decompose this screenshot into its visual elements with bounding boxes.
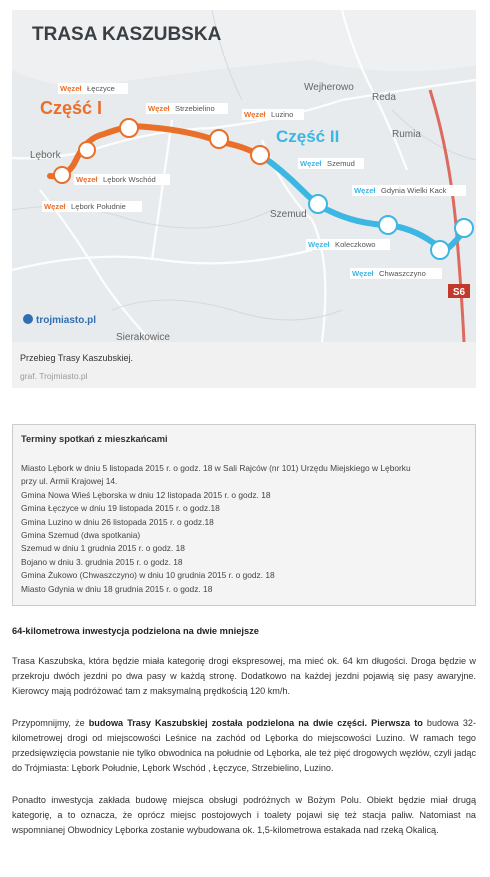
place-sierakowice: Sierakowice — [116, 332, 170, 342]
article-paragraph: Trasa Kaszubska, która będzie miała kategorię drogi ekspresowej, ma mieć ok. 64 km długości. Droga będzie w przekroju dwóch jezdni po dwa pasy w każdą stronę. Dodatkowo na każdej jezdni pojawią się pasy awaryjne. Kierowcy mają podróżować tam z maksymalną prędkością 120 km/h. — [12, 656, 476, 696]
node-lebork-wschod[interactable] — [79, 142, 95, 158]
map-title: TRASA KASZUBSKA — [32, 24, 222, 45]
paragraph-text: budowa 32-kilometrowej drogi od miejscowości Leśnice na zachód od Lęborka do miejscowości Luzino. W ramach tego przedsięwzięcia powstanie nie tylko obwodnica na południe od Lęborka, ale też pięć drogowych węzłów, czyli jadąc do Trójmiasta: Lębork Południe, Lębork Wschód , Łęczyce, Strzebielino, Luzino. — [12, 718, 476, 773]
node-label-prefix-2: Węzeł — [300, 159, 322, 168]
figure-caption: Przebieg Trasy Kaszubskiej. — [20, 353, 134, 363]
node-label-prefix: Węzeł — [60, 84, 82, 93]
node-label-lebork-poludnie: Lębork Południe — [71, 202, 126, 211]
meetings-title: Terminy spotkań z mieszkańcami — [21, 434, 168, 444]
node-label-prefix: Węzeł — [76, 175, 98, 184]
meeting-item: Miasto Gdynia w dniu 18 grudnia 2015 r. o godz. 18 — [21, 583, 213, 594]
figure-credit: graf. Trojmiasto.pl — [20, 371, 88, 381]
node-label-prefix-2: Węzeł — [354, 186, 376, 195]
meeting-item: Gmina Luzino w dniu 26 listopada 2015 r. o godz.18 — [21, 516, 214, 527]
article-heading: 64-kilometrowa inwestycja podzielona na dwie mniejsze — [12, 626, 259, 636]
place-wejherowo: Wejherowo — [304, 82, 354, 93]
node-label-prefix: Węzeł — [148, 104, 170, 113]
node-label-luzino: Luzino — [271, 110, 294, 119]
node-label-prefix-2: Węzeł — [308, 240, 330, 249]
node-koleczkowo[interactable] — [379, 216, 397, 234]
node-strzebielino[interactable] — [210, 130, 228, 148]
node-label-leczyce: Łęczyce — [87, 84, 115, 93]
node-label-prefix: Węzeł — [44, 202, 66, 211]
node-gdynia[interactable] — [455, 219, 473, 237]
node-label-strzebielino: Strzebielino — [175, 104, 215, 113]
article-paragraph — [12, 716, 476, 776]
node-lebork-poludnie[interactable] — [54, 167, 70, 183]
meeting-item: Szemud w dniu 1 grudnia 2015 r. o godz. 18 — [21, 543, 185, 554]
article-paragraph: Ponadto inwestycja zakłada budowę miejsca obsługi podróżnych w Bożym Polu. Obiekt będzie miał drugą kategorię, a to oznacza, że oprócz miejsc postojowych i toalety pojawi się też stacja paliw. Natomiast na wspomnianej Obwodnicy Lęborka zostanie wybudowana ok. 1,5-kilometrowa estakada nad rzeką Okalicą. — [12, 795, 476, 835]
node-luzino[interactable] — [251, 146, 269, 164]
node-szemud[interactable] — [309, 195, 327, 213]
meeting-item: Gmina Nowa Wieś Lęborska w dniu 12 listopada 2015 r. o godz. 18 — [21, 489, 271, 500]
node-label-prefix-2: Węzeł — [352, 269, 374, 278]
article-body — [12, 626, 476, 855]
part-2-label: Część II — [276, 127, 340, 146]
place-reda: Reda — [372, 92, 396, 103]
part-1-label: Część I — [40, 98, 103, 118]
node-label-szemud: Szemud — [327, 159, 355, 168]
meeting-item: Bojano w dniu 3. grudnia 2015 r. o godz. 18 — [21, 556, 183, 567]
node-label-chwaszczyno: Chwaszczyno — [379, 269, 426, 278]
meeting-item: Miasto Lębork w dniu 5 listopada 2015 r. o godz. 18 w Sali Rajców (nr 101) Urzędu Miejskiego w Lęborku przy ul. Armii Krajowej 14. — [21, 463, 411, 487]
place-szemud: Szemud — [270, 209, 307, 220]
node-label-lebork-wschod: Lębork Wschód — [103, 175, 156, 184]
meeting-item: Gmina Szemud (dwa spotkania) — [21, 530, 141, 541]
node-label-gdynia: Gdynia Wielki Kack — [381, 186, 447, 195]
route-map[interactable] — [12, 10, 476, 342]
meeting-item: Gmina Łęczyce w dniu 19 listopada 2015 r. o godz.18 — [21, 503, 220, 514]
paragraph-text: Przypomnijmy, że — [12, 718, 89, 728]
paragraph-bold-text: budowa Trasy Kaszubskiej została podzielona na dwie części. Pierwsza to — [88, 718, 423, 728]
node-chwaszczyno[interactable] — [431, 241, 449, 259]
place-rumia: Rumia — [392, 129, 421, 140]
map-figure — [12, 10, 476, 388]
s6-label: S6 — [452, 287, 466, 298]
meeting-item: Gmina Żukowo (Chwaszczyno) w dniu 10 grudnia 2015 r. o godz. 18 — [21, 570, 275, 581]
node-label-prefix: Węzeł — [244, 110, 266, 119]
logo-text: trojmiasto.pl — [36, 315, 97, 326]
meetings-box — [12, 424, 476, 606]
place-lebork: Lębork — [30, 150, 61, 161]
node-leczyce[interactable] — [120, 119, 138, 137]
node-label-koleczkowo: Koleczkowo — [335, 240, 376, 249]
route-map-graphic — [12, 10, 476, 342]
